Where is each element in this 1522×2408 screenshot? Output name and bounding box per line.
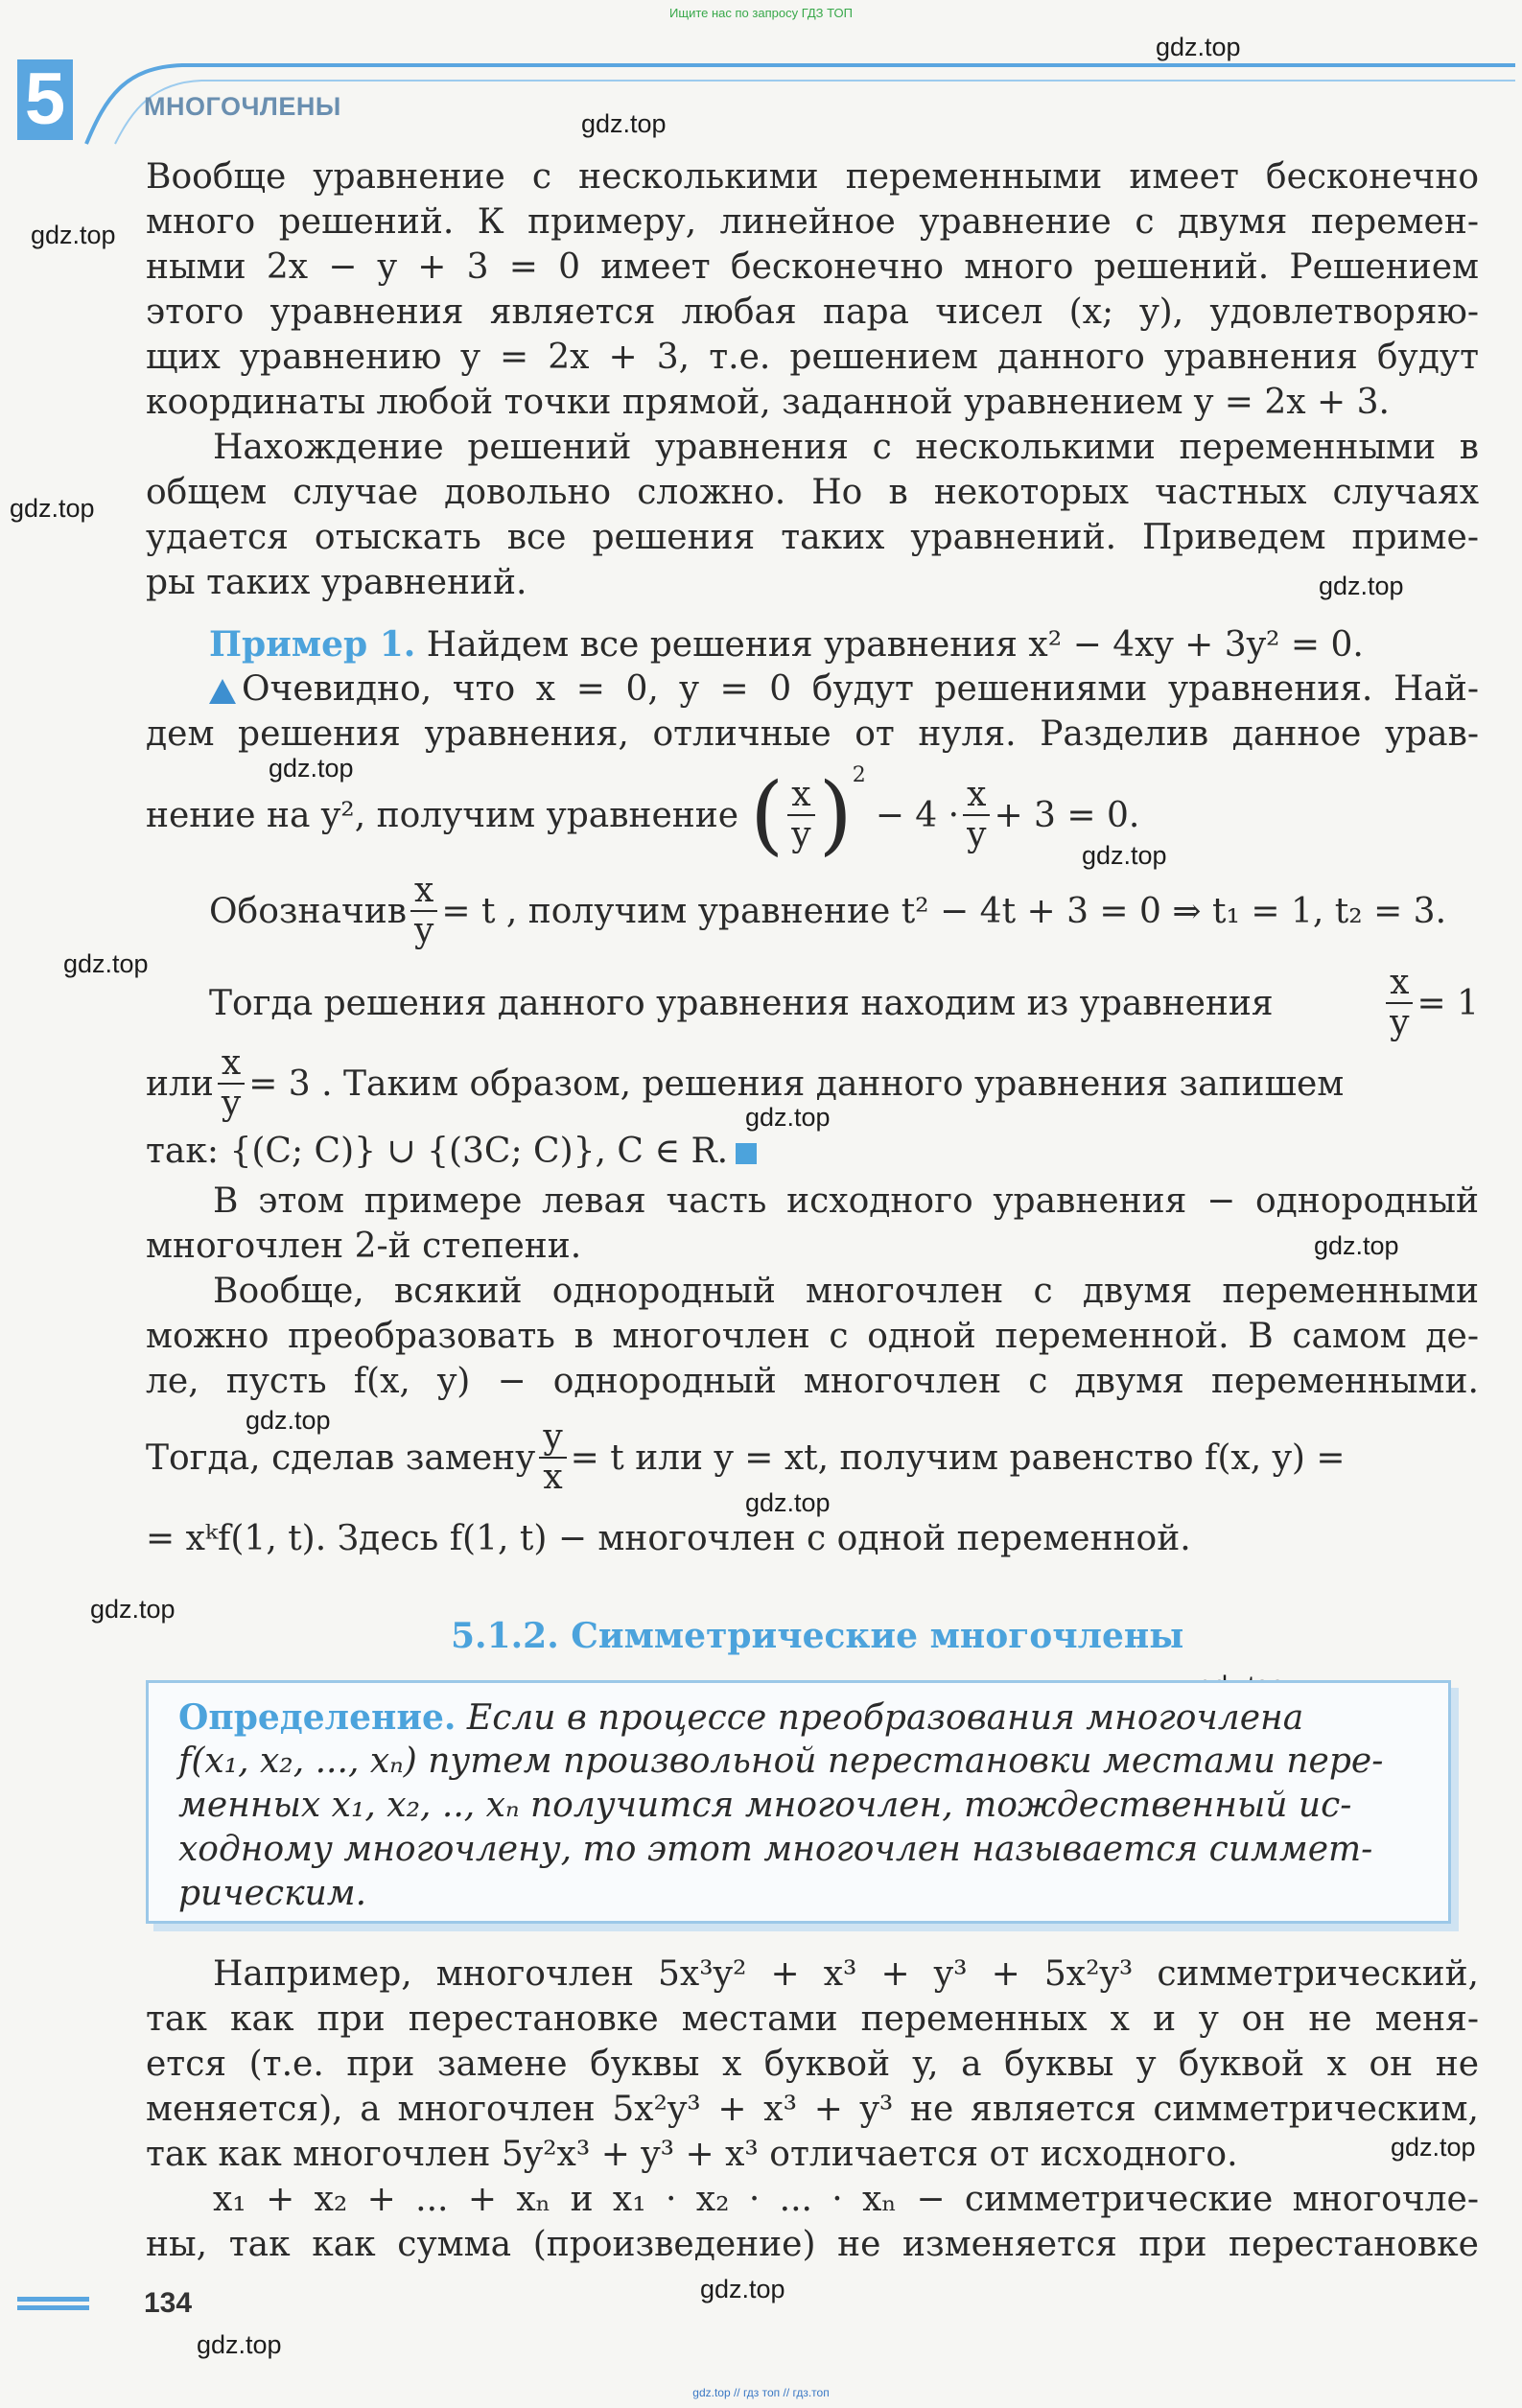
example-end-marker-icon <box>736 1143 757 1164</box>
watermark: gdz.top <box>1156 33 1241 61</box>
text-line: ле, пусть f(x, y) − однородный многочлен с двумя переменными. <box>146 1362 1479 1401</box>
text-line: так как многочлен 5y²x³ + y³ + x³ отличается от исходного. <box>146 2135 1238 2174</box>
text-line: = xᵏf(1, t). Здесь f(1, t) − многочлен с одной переменной. <box>146 1519 1191 1558</box>
definition-label: Определение. <box>178 1697 457 1738</box>
fraction-x-over-y: $\frac{x}{y}$ <box>787 776 814 854</box>
chapter-number-box <box>17 59 73 140</box>
text-line: меняется), а многочлен 5x²y³ + x³ + y³ не является симметрическим, <box>146 2090 1479 2129</box>
fraction-x-over-y: $\frac{x}{y}$ <box>963 776 990 854</box>
watermark: gdz.top <box>63 949 149 978</box>
text-line: удается отыскать все решения таких уравнений. Приведем приме- <box>146 518 1479 557</box>
left-paren: ( <box>750 764 784 865</box>
definition-line: менных x₁, x₂, .., xₙ получится многочлен, тождественный ис- <box>178 1786 1352 1825</box>
text-line: Вообще, всякий однородный многочлен с двумя переменными <box>213 1272 1479 1311</box>
watermark: gdz.top <box>31 221 116 249</box>
chapter-number: 5 <box>24 58 66 140</box>
definition-line: ходному многочлену, то этот многочлен называется симмет- <box>178 1830 1373 1869</box>
example-text: + 3 = 0. <box>994 795 1140 835</box>
example-substitution-line <box>209 863 1446 959</box>
example-answer-line <box>146 1130 1479 1174</box>
example-text: Тогда решения данного уравнения находим из уравнения <box>209 983 1274 1023</box>
text-line: ными 2x − y + 3 = 0 имеет бесконечно много решений. Решением <box>146 247 1479 287</box>
watermark: gdz.top <box>269 754 354 783</box>
definition-line: f(x₁, x₂, ..., xₙ) путем произвольной перестановки местами пере- <box>178 1742 1384 1781</box>
watermark: gdz.top <box>246 1406 331 1435</box>
watermark: gdz.top <box>700 2275 785 2303</box>
text-segment: Тогда, сделав замену <box>146 1438 536 1478</box>
fraction-x-over-y: $\frac{x}{y}$ <box>218 1044 245 1123</box>
example-start-marker-icon <box>209 679 236 704</box>
text-segment: = t или y = xt, получим равенство f(x, y) = <box>570 1438 1346 1478</box>
text-line: многочлен 2-й степени. <box>146 1227 582 1266</box>
example-solution-line <box>146 1036 1479 1132</box>
watermark: gdz.top <box>90 1595 176 1624</box>
text-line: щих уравнению y = 2x + 3, т.е. решением данного уравнения будут <box>146 338 1479 377</box>
watermark: gdz.top <box>1082 841 1167 870</box>
watermark: gdz.top <box>1314 1231 1399 1260</box>
text-line: ется (т.е. при замене буквы x буквой y, а буквы y буквой x он не <box>146 2045 1479 2084</box>
substitution-line <box>146 1410 1479 1506</box>
page-number: 134 <box>144 2287 193 2319</box>
example-label: Пример 1. <box>209 624 416 665</box>
section-title: 5.1.2. Симметрические многочлены <box>451 1616 1184 1656</box>
text-line: этого уравнения является любая пара чисел (x; y), удовлетворяю- <box>146 292 1479 332</box>
example-line: дем решения уравнения, отличные от нуля. Разделив данное урав- <box>146 714 1479 754</box>
example-text: Обозначив <box>209 891 408 931</box>
text-line: x₁ + x₂ + ... + xₙ и x₁ · x₂ · ... · xₙ − симметрические многочле- <box>213 2180 1479 2219</box>
example-heading <box>209 622 1522 667</box>
text-line: ны, так как сумма (произведение) не изменяется при перестановке <box>146 2225 1479 2264</box>
chapter-title: МНОГОЧЛЕНЫ <box>144 92 341 121</box>
fraction-equation: $\frac{x}{y}$ = 1 <box>1382 964 1479 1042</box>
definition-text: Если в процессе преобразования многочлена <box>466 1698 1304 1738</box>
text-line: Например, многочлен 5x³y² + x³ + y³ + 5x²y³ симметрический, <box>213 1954 1479 1994</box>
text-line: координаты любой точки прямой, заданной уравнением y = 2x + 3. <box>146 383 1390 422</box>
example-text: Очевидно, что x = 0, y = 0 будут решениями уравнения. Най- <box>242 669 1479 709</box>
fraction-x-over-y: $\frac{x}{y}$ <box>1386 964 1413 1042</box>
example-text: − 4 · <box>875 795 960 835</box>
watermark: gdz.top <box>745 1103 831 1132</box>
example-line <box>209 667 1479 712</box>
watermark: gdz.top <box>197 2330 282 2359</box>
text-line: общем случае довольно сложно. Но в некоторых частных случаях <box>146 473 1479 512</box>
definition-line: рическим. <box>178 1874 367 1913</box>
fraction-y-over-x: $\frac{y}{x}$ <box>539 1418 566 1497</box>
fraction-x-over-y: $\frac{x}{y}$ <box>410 872 437 950</box>
example-text: так: {(C; C)} ∪ {(3C; C)}, C ∈ R. <box>146 1132 729 1171</box>
example-statement: Найдем все решения уравнения x² − 4xy + 3y² = 0. <box>426 625 1364 665</box>
example-text: = 3 . Таким образом, решения данного уравнения запишем <box>248 1064 1345 1104</box>
example-text: или <box>146 1064 214 1104</box>
definition-line <box>178 1695 1435 1741</box>
example-equation-line: нение на y², получим уравнение ( $\frac{x}{y}$ ) $^2$ − 4 · $\frac{x}{y}$ + 3 = 0. <box>146 763 1140 865</box>
watermark: gdz.top <box>581 109 667 138</box>
watermark: gdz.top <box>745 1488 831 1517</box>
text-line: так как при перестановке местами переменных x и y он не меня- <box>146 1999 1479 2039</box>
text-line: В этом примере левая часть исходного уравнения − однородный <box>213 1181 1479 1221</box>
example-text: = t , получим уравнение t² − 4t + 3 = 0 ⇒ t₁ = 1, t₂ = 3. <box>441 891 1447 931</box>
text-line: много решений. К примеру, линейное уравнение с двумя перемен- <box>146 202 1479 242</box>
example-text: нение на y², получим уравнение <box>146 795 739 835</box>
watermark: gdz.top <box>10 494 95 523</box>
text-line: Вообще уравнение с несколькими переменными имеет бесконечно <box>146 157 1479 197</box>
text-line: ры таких уравнений. <box>146 563 527 602</box>
text-line: можно преобразовать в многочлен с одной переменной. В самом де- <box>146 1317 1479 1356</box>
footer-decoration <box>17 2297 89 2320</box>
top-note: Ищите нас по запросу ГДЗ ТОП <box>669 6 853 20</box>
watermark: gdz.top <box>1319 572 1404 600</box>
right-paren: ) <box>818 764 853 865</box>
watermark: gdz.top <box>1391 2133 1476 2162</box>
bottom-note: gdz.top // гдз топ // гдз.топ <box>692 2386 830 2399</box>
text-line: Нахождение решений уравнения с несколькими переменными в <box>213 428 1479 467</box>
